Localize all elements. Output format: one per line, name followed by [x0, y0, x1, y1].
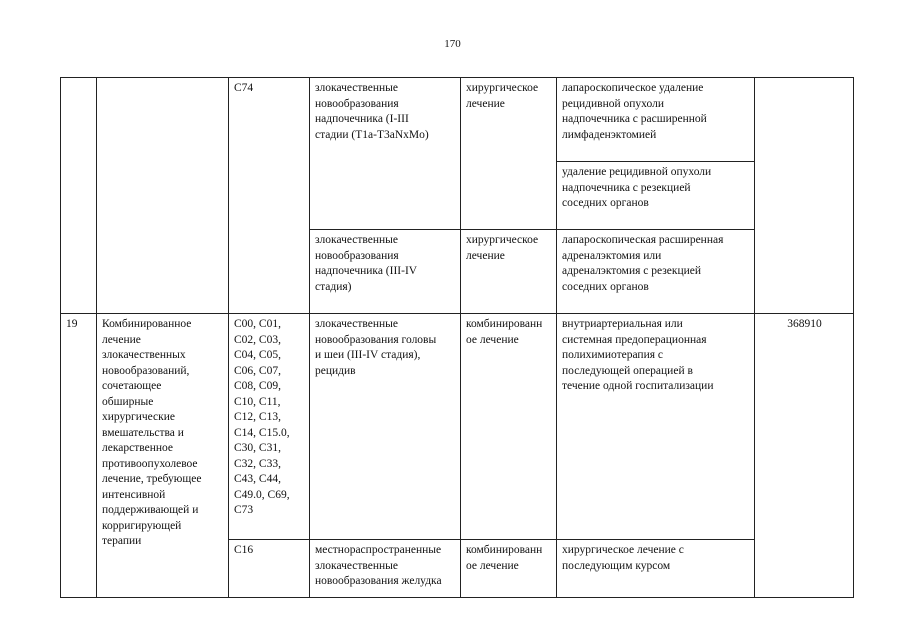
table-row: [61, 314, 854, 540]
treatment-type-cell: комбинированн ое лечение: [461, 314, 557, 540]
care-type-cell: [97, 78, 229, 314]
icd-code-cell: C74: [229, 78, 310, 314]
icd-code-cell: C00, C01, C02, C03, C04, C05, C06, C07, C08, C09, C10, C11, C12, C13, C14, C15.0, C30, C31, C32, C33, C43, C44, C49.0, C69, C73: [229, 314, 310, 540]
treatment-type-cell: комбинированн ое лечение: [461, 540, 557, 598]
icd-code-cell: C16: [229, 540, 310, 598]
diagnosis-cell: местнораспространенные злокачественные новообразования желудка: [310, 540, 461, 598]
diagnosis-cell: злокачественные новообразования надпочечника (III-IV стадия): [310, 230, 461, 314]
care-type-cell: Комбинированное лечение злокачественных новообразований, сочетающее обширные хирургические вмешательства и лекарственное противоопухолевое лечение, требующее интенсивной поддерживающей и корригирующей терапии: [97, 314, 229, 598]
treatment-method-cell: хирургическое лечение с последующим курсом: [557, 540, 755, 598]
treatment-method-cell: внутриартериальная или системная предоперационная полихимиотерапия с последующей операцией в течение одной госпитализации: [557, 314, 755, 540]
medical-care-table: [60, 77, 854, 598]
diagnosis-cell: злокачественные новообразования головы и шеи (III-IV стадия), рецидив: [310, 314, 461, 540]
treatment-method-cell: лапароскопическая расширенная адреналэктомия или адреналэктомия с резекцией соседних органов: [557, 230, 755, 314]
table-row: [61, 78, 854, 162]
page-number: 170: [444, 38, 461, 50]
row-number-cell: [61, 78, 97, 314]
treatment-type-cell: хирургическое лечение: [461, 230, 557, 314]
diagnosis-cell: злокачественные новообразования надпочечника (I-III стадии (T1a-T3aNxMo): [310, 78, 461, 230]
treatment-type-cell: хирургическое лечение: [461, 78, 557, 230]
price-cell: [755, 78, 854, 314]
price-cell: 368910: [755, 314, 854, 598]
treatment-method-cell: удаление рецидивной опухоли надпочечника с резекцией соседних органов: [557, 162, 755, 230]
treatment-method-cell: лапароскопическое удаление рецидивной опухоли надпочечника с расширенной лимфаденэктомией: [557, 78, 755, 162]
row-number-cell: 19: [61, 314, 97, 598]
